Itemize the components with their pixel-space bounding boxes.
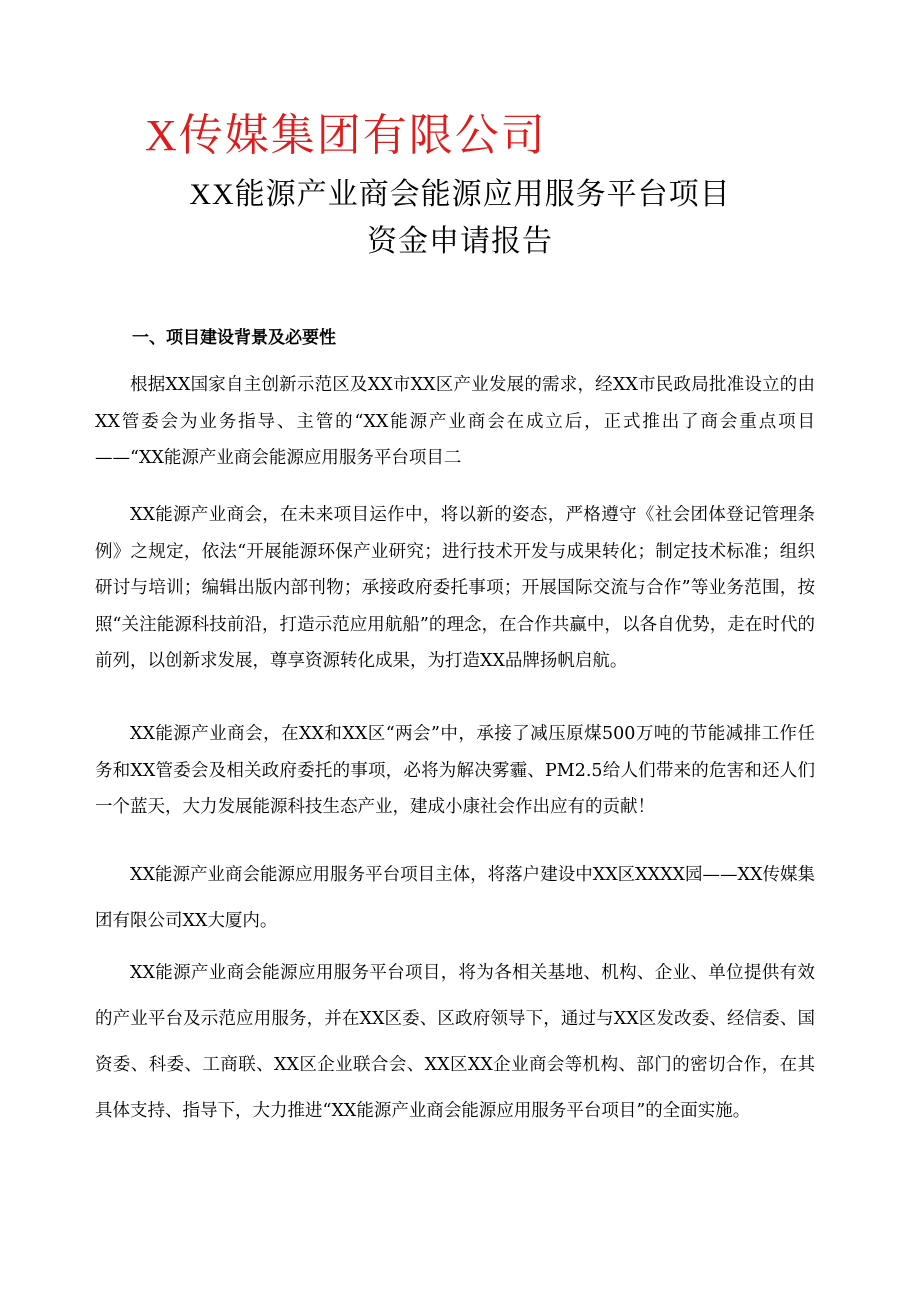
section-heading: 一、项目建设背景及必要性 <box>132 328 336 348</box>
document-title-line-1: XX能源产业商会能源应用服务平台项目 <box>189 178 731 211</box>
document-title-line-2: 资金申请报告 <box>367 225 553 258</box>
company-name: X传媒集团有限公司 <box>145 111 547 160</box>
paragraph-1: 根据XX国家自主创新示范区及XX市XX区产业发展的需求，经XX市民政局批准设立的由XX管委会为业务指导、主管的“XX能源产业商会在成立后，正式推出了商会重点项目——“XX能源产业商会能源应用服务平台项目二 <box>95 375 815 468</box>
paragraph-2: XX能源产业商会，在未来项目运作中，将以新的姿态，严格遵守《社会团体登记管理条例》之规定，依法“开展能源环保产业研究；进行技术开发与成果转化；制定技术标准；组织研讨与培训；编辑出版内部刊物；承接政府委托事项；开展国际交流与合作”等业务范围，按照“关注能源科技前沿，打造示范应用航船”的理念，在合作共赢中，以各自优势，走在时代的前列，以创新求发展，尊享资源转化成果，为打造XX品牌扬帆启航。 <box>95 505 815 671</box>
paragraph-3: XX能源产业商会，在XX和XX区“两会”中，承接了减压原煤500万吨的节能减排工作任务和XX管委会及相关政府委托的事项，必将为解决雾霾、PM2.5给人们带来的危害和还人们一个蓝天，大力发展能源科技生态产业，建成小康社会作出应有的贡献！ <box>95 724 815 817</box>
paragraph-5: XX能源产业商会能源应用服务平台项目，将为各相关基地、机构、企业、单位提供有效的产业平台及示范应用服务，并在XX区委、区政府领导下，通过与XX区发改委、经信委、国资委、科委、工商联、XX区企业联合会、XX区XX企业商会等机构、部门的密切合作，在其具体支持、指导下，大力推进“XX能源产业商会能源应用服务平台项目”的全面实施。 <box>95 963 815 1121</box>
paragraph-4: XX能源产业商会能源应用服务平台项目主体，将落户建设中XX区XXXX园——XX传媒集团有限公司XX大厦内。 <box>95 865 815 931</box>
